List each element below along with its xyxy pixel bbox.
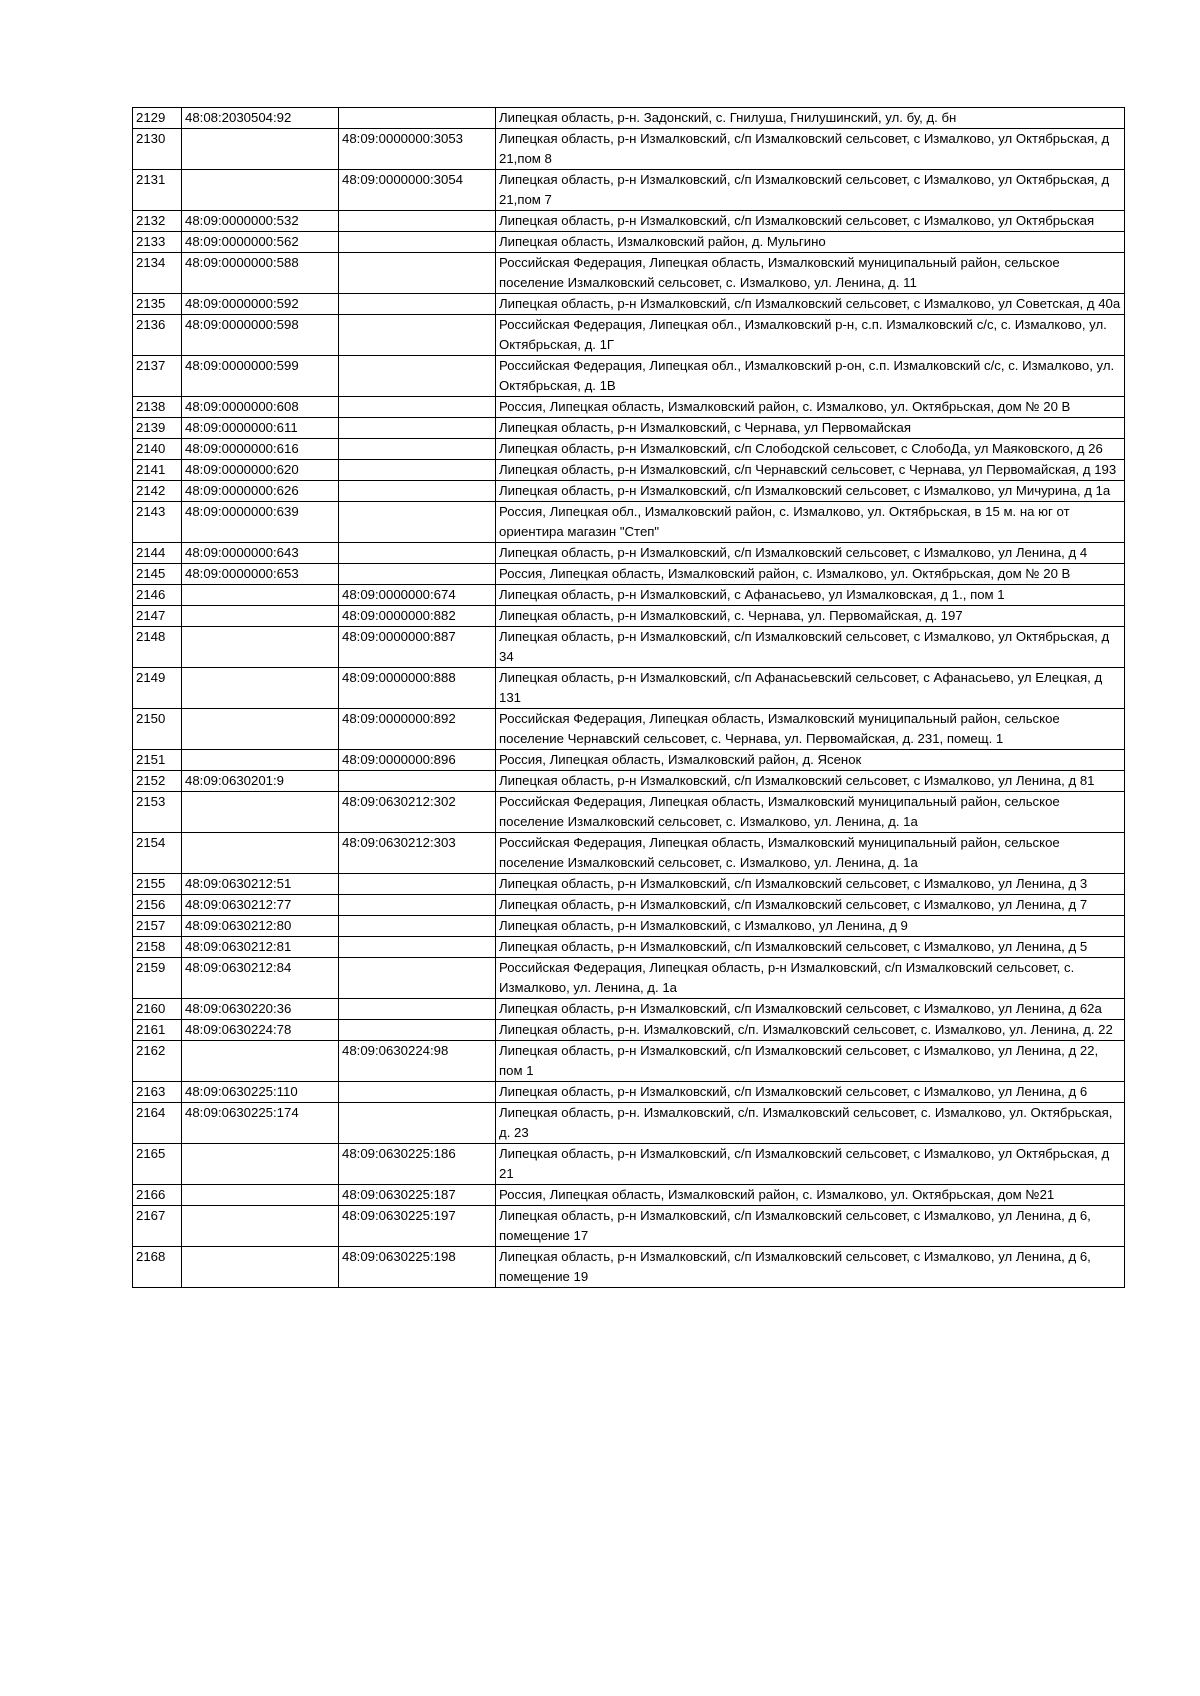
address-cell: Липецкая область, р-н Измалковский, с/п Чернавский сельсовет, с Чернава, ул Первомайская, д 193 [496, 460, 1125, 481]
row-number-cell: 2162 [133, 1041, 182, 1082]
address-cell: Российская Федерация, Липецкая область, Измалковский муниципальный район, сельское поселение Чернавский сельсовет, с. Чернава, ул. Первомайская, д. 231, помещ. 1 [496, 709, 1125, 750]
table-row [133, 211, 1125, 232]
building-cadastral-number-cell: 48:09:0630225:197 [339, 1206, 496, 1247]
address-cell: Липецкая область, р-н Измалковский, с/п Измалковский сельсовет, с Измалково, ул Ленина, д 62а [496, 999, 1125, 1020]
row-number-cell: 2149 [133, 668, 182, 709]
address-cell: Россия, Липецкая область, Измалковский район, д. Ясенок [496, 750, 1125, 771]
row-number-cell: 2130 [133, 129, 182, 170]
land-cadastral-number-cell: 48:09:0630220:36 [182, 999, 339, 1020]
address-cell: Липецкая область, р-н. Задонский, с. Гнилуша, Гнилушинский, ул. бу, д. бн [496, 108, 1125, 129]
row-number-cell: 2132 [133, 211, 182, 232]
row-number-cell: 2134 [133, 253, 182, 294]
table-row [133, 564, 1125, 585]
land-cadastral-number-cell: 48:09:0000000:653 [182, 564, 339, 585]
table-row [133, 606, 1125, 627]
row-number-cell: 2140 [133, 439, 182, 460]
row-number-cell: 2139 [133, 418, 182, 439]
address-cell: Российская Федерация, Липецкая область, Измалковский муниципальный район, сельское поселение Измалковский сельсовет, с. Измалково, ул. Ленина, д. 1а [496, 792, 1125, 833]
address-cell: Липецкая область, р-н Измалковский, с/п Измалковский сельсовет, с Измалково, ул Ленина, д 5 [496, 937, 1125, 958]
building-cadastral-number-cell [339, 1082, 496, 1103]
address-cell: Липецкая область, р-н Измалковский, с Афанасьево, ул Измалковская, д 1., пом 1 [496, 585, 1125, 606]
row-number-cell: 2158 [133, 937, 182, 958]
row-number-cell: 2145 [133, 564, 182, 585]
building-cadastral-number-cell [339, 937, 496, 958]
row-number-cell: 2143 [133, 502, 182, 543]
table-row [133, 397, 1125, 418]
land-cadastral-number-cell: 48:09:0000000:592 [182, 294, 339, 315]
registry-table [132, 107, 1125, 1288]
row-number-cell: 2151 [133, 750, 182, 771]
address-cell: Российская Федерация, Липецкая область, Измалковский муниципальный район, сельское поселение Измалковский сельсовет, с. Измалково, ул. Ленина, д. 11 [496, 253, 1125, 294]
row-number-cell: 2156 [133, 895, 182, 916]
building-cadastral-number-cell [339, 397, 496, 418]
table-row [133, 999, 1125, 1020]
address-cell: Липецкая область, р-н Измалковский, с Чернава, ул Первомайская [496, 418, 1125, 439]
address-cell: Липецкая область, р-н Измалковский, с/п Измалковский сельсовет, с Измалково, ул Ленина, д 7 [496, 895, 1125, 916]
table-row [133, 668, 1125, 709]
row-number-cell: 2161 [133, 1020, 182, 1041]
row-number-cell: 2129 [133, 108, 182, 129]
land-cadastral-number-cell: 48:09:0630212:80 [182, 916, 339, 937]
land-cadastral-number-cell: 48:09:0000000:598 [182, 315, 339, 356]
table-row [133, 543, 1125, 564]
land-cadastral-number-cell: 48:09:0000000:608 [182, 397, 339, 418]
table-row [133, 315, 1125, 356]
land-cadastral-number-cell: 48:09:0630225:174 [182, 1103, 339, 1144]
land-cadastral-number-cell [182, 1206, 339, 1247]
address-cell: Липецкая область, р-н Измалковский, с. Чернава, ул. Первомайская, д. 197 [496, 606, 1125, 627]
land-cadastral-number-cell: 48:09:0630224:78 [182, 1020, 339, 1041]
land-cadastral-number-cell: 48:09:0000000:599 [182, 356, 339, 397]
land-cadastral-number-cell [182, 606, 339, 627]
table-row [133, 895, 1125, 916]
table-row [133, 1103, 1125, 1144]
land-cadastral-number-cell: 48:09:0000000:562 [182, 232, 339, 253]
address-cell: Липецкая область, р-н. Измалковский, с/п. Измалковский сельсовет, с. Измалково, ул. Октябрьская, д. 23 [496, 1103, 1125, 1144]
table-row [133, 750, 1125, 771]
row-number-cell: 2153 [133, 792, 182, 833]
address-cell: Российская Федерация, Липецкая обл., Измалковский р-он, с.п. Измалковский с/с, с. Измалково, ул. Октябрьская, д. 1В [496, 356, 1125, 397]
address-cell: Российская Федерация, Липецкая область, Измалковский муниципальный район, сельское поселение Измалковский сельсовет, с. Измалково, ул. Ленина, д. 1а [496, 833, 1125, 874]
table-row [133, 1185, 1125, 1206]
row-number-cell: 2138 [133, 397, 182, 418]
building-cadastral-number-cell [339, 1020, 496, 1041]
row-number-cell: 2150 [133, 709, 182, 750]
table-row [133, 1144, 1125, 1185]
building-cadastral-number-cell: 48:09:0630212:303 [339, 833, 496, 874]
address-cell: Липецкая область, р-н Измалковский, с/п Слободской сельсовет, с СлобоДа, ул Маяковского, д 26 [496, 439, 1125, 460]
row-number-cell: 2147 [133, 606, 182, 627]
building-cadastral-number-cell: 48:09:0630225:187 [339, 1185, 496, 1206]
building-cadastral-number-cell: 48:09:0630225:186 [339, 1144, 496, 1185]
table-row [133, 585, 1125, 606]
row-number-cell: 2141 [133, 460, 182, 481]
table-row [133, 129, 1125, 170]
land-cadastral-number-cell: 48:09:0000000:616 [182, 439, 339, 460]
building-cadastral-number-cell: 48:09:0000000:888 [339, 668, 496, 709]
land-cadastral-number-cell: 48:09:0000000:626 [182, 481, 339, 502]
land-cadastral-number-cell [182, 792, 339, 833]
row-number-cell: 2167 [133, 1206, 182, 1247]
registry-table-body [133, 108, 1125, 1288]
building-cadastral-number-cell [339, 108, 496, 129]
building-cadastral-number-cell [339, 356, 496, 397]
table-row [133, 108, 1125, 129]
land-cadastral-number-cell: 48:09:0000000:620 [182, 460, 339, 481]
building-cadastral-number-cell: 48:09:0000000:3053 [339, 129, 496, 170]
land-cadastral-number-cell [182, 750, 339, 771]
table-row [133, 502, 1125, 543]
building-cadastral-number-cell: 48:09:0000000:887 [339, 627, 496, 668]
address-cell: Российская Федерация, Липецкая область, р-н Измалковский, с/п Измалковский сельсовет, с. Измалково, ул. Ленина, д. 1а [496, 958, 1125, 999]
row-number-cell: 2154 [133, 833, 182, 874]
row-number-cell: 2165 [133, 1144, 182, 1185]
land-cadastral-number-cell: 48:09:0630201:9 [182, 771, 339, 792]
building-cadastral-number-cell [339, 1103, 496, 1144]
building-cadastral-number-cell: 48:09:0000000:882 [339, 606, 496, 627]
row-number-cell: 2166 [133, 1185, 182, 1206]
building-cadastral-number-cell [339, 564, 496, 585]
land-cadastral-number-cell: 48:09:0630212:84 [182, 958, 339, 999]
table-row [133, 1082, 1125, 1103]
address-cell: Липецкая область, р-н Измалковский, с/п Измалковский сельсовет, с Измалково, ул Ленина, д 6, помещение 17 [496, 1206, 1125, 1247]
address-cell: Липецкая область, р-н Измалковский, с/п Измалковский сельсовет, с Измалково, ул Ленина, д 6 [496, 1082, 1125, 1103]
building-cadastral-number-cell [339, 771, 496, 792]
row-number-cell: 2136 [133, 315, 182, 356]
address-cell: Липецкая область, р-н Измалковский, с/п Афанасьевский сельсовет, с Афанасьево, ул Елецкая, д 131 [496, 668, 1125, 709]
address-cell: Липецкая область, р-н Измалковский, с Измалково, ул Ленина, д 9 [496, 916, 1125, 937]
land-cadastral-number-cell: 48:09:0000000:611 [182, 418, 339, 439]
land-cadastral-number-cell [182, 1185, 339, 1206]
address-cell: Россия, Липецкая обл., Измалковский район, с. Измалково, ул. Октябрьская, в 15 м. на юг от ориентира магазин "Степ" [496, 502, 1125, 543]
address-cell: Россия, Липецкая область, Измалковский район, с. Измалково, ул. Октябрьская, дом № 20 В [496, 564, 1125, 585]
land-cadastral-number-cell: 48:09:0630212:77 [182, 895, 339, 916]
building-cadastral-number-cell [339, 232, 496, 253]
table-row [133, 792, 1125, 833]
table-row [133, 1247, 1125, 1288]
building-cadastral-number-cell [339, 916, 496, 937]
land-cadastral-number-cell [182, 709, 339, 750]
address-cell: Липецкая область, р-н Измалковский, с/п Измалковский сельсовет, с Измалково, ул Ленина, д 81 [496, 771, 1125, 792]
land-cadastral-number-cell: 48:09:0630212:81 [182, 937, 339, 958]
building-cadastral-number-cell: 48:09:0630212:302 [339, 792, 496, 833]
building-cadastral-number-cell: 48:09:0000000:896 [339, 750, 496, 771]
building-cadastral-number-cell [339, 253, 496, 294]
address-cell: Липецкая область, р-н Измалковский, с/п Измалковский сельсовет, с Измалково, ул Октябрьская, д 21 [496, 1144, 1125, 1185]
row-number-cell: 2146 [133, 585, 182, 606]
row-number-cell: 2137 [133, 356, 182, 397]
row-number-cell: 2152 [133, 771, 182, 792]
address-cell: Россия, Липецкая область, Измалковский район, с. Измалково, ул. Октябрьская, дом №21 [496, 1185, 1125, 1206]
row-number-cell: 2164 [133, 1103, 182, 1144]
land-cadastral-number-cell: 48:09:0630225:110 [182, 1082, 339, 1103]
building-cadastral-number-cell [339, 999, 496, 1020]
building-cadastral-number-cell [339, 418, 496, 439]
land-cadastral-number-cell [182, 170, 339, 211]
address-cell: Липецкая область, р-н Измалковский, с/п Измалковский сельсовет, с Измалково, ул Октябрьская, д 21,пом 8 [496, 129, 1125, 170]
land-cadastral-number-cell [182, 129, 339, 170]
row-number-cell: 2168 [133, 1247, 182, 1288]
table-row [133, 170, 1125, 211]
table-row [133, 833, 1125, 874]
row-number-cell: 2157 [133, 916, 182, 937]
address-cell: Российская Федерация, Липецкая обл., Измалковский р-н, с.п. Измалковский с/с, с. Измалково, ул. Октябрьская, д. 1Г [496, 315, 1125, 356]
land-cadastral-number-cell: 48:09:0000000:532 [182, 211, 339, 232]
table-row [133, 937, 1125, 958]
row-number-cell: 2163 [133, 1082, 182, 1103]
building-cadastral-number-cell [339, 895, 496, 916]
building-cadastral-number-cell: 48:09:0000000:3054 [339, 170, 496, 211]
building-cadastral-number-cell [339, 543, 496, 564]
building-cadastral-number-cell [339, 439, 496, 460]
row-number-cell: 2131 [133, 170, 182, 211]
table-row [133, 481, 1125, 502]
table-row [133, 418, 1125, 439]
building-cadastral-number-cell [339, 874, 496, 895]
address-cell: Липецкая область, р-н Измалковский, с/п Измалковский сельсовет, с Измалково, ул Ленина, д 3 [496, 874, 1125, 895]
table-row [133, 1020, 1125, 1041]
building-cadastral-number-cell [339, 211, 496, 232]
table-row [133, 627, 1125, 668]
land-cadastral-number-cell: 48:09:0000000:643 [182, 543, 339, 564]
table-row [133, 771, 1125, 792]
land-cadastral-number-cell [182, 585, 339, 606]
building-cadastral-number-cell [339, 502, 496, 543]
table-row [133, 916, 1125, 937]
land-cadastral-number-cell [182, 833, 339, 874]
building-cadastral-number-cell [339, 315, 496, 356]
building-cadastral-number-cell: 48:09:0000000:674 [339, 585, 496, 606]
building-cadastral-number-cell: 48:09:0630224:98 [339, 1041, 496, 1082]
table-row [133, 958, 1125, 999]
land-cadastral-number-cell: 48:08:2030504:92 [182, 108, 339, 129]
row-number-cell: 2160 [133, 999, 182, 1020]
address-cell: Липецкая область, р-н Измалковский, с/п Измалковский сельсовет, с Измалково, ул Октябрьская, д 34 [496, 627, 1125, 668]
land-cadastral-number-cell [182, 1247, 339, 1288]
row-number-cell: 2159 [133, 958, 182, 999]
table-row [133, 439, 1125, 460]
land-cadastral-number-cell: 48:09:0000000:639 [182, 502, 339, 543]
address-cell: Липецкая область, р-н Измалковский, с/п Измалковский сельсовет, с Измалково, ул Октябрьская [496, 211, 1125, 232]
table-row [133, 294, 1125, 315]
row-number-cell: 2144 [133, 543, 182, 564]
table-row [133, 356, 1125, 397]
land-cadastral-number-cell: 48:09:0630212:51 [182, 874, 339, 895]
building-cadastral-number-cell [339, 294, 496, 315]
row-number-cell: 2148 [133, 627, 182, 668]
row-number-cell: 2142 [133, 481, 182, 502]
row-number-cell: 2135 [133, 294, 182, 315]
land-cadastral-number-cell [182, 1144, 339, 1185]
address-cell: Липецкая область, р-н Измалковский, с/п Измалковский сельсовет, с Измалково, ул Ленина, д 4 [496, 543, 1125, 564]
address-cell: Липецкая область, р-н. Измалковский, с/п. Измалковский сельсовет, с. Измалково, ул. Ленина, д. 22 [496, 1020, 1125, 1041]
building-cadastral-number-cell: 48:09:0000000:892 [339, 709, 496, 750]
building-cadastral-number-cell [339, 460, 496, 481]
table-row [133, 1041, 1125, 1082]
table-row [133, 1206, 1125, 1247]
table-row [133, 460, 1125, 481]
address-cell: Липецкая область, р-н Измалковский, с/п Измалковский сельсовет, с Измалково, ул Ленина, д 22, пом 1 [496, 1041, 1125, 1082]
land-cadastral-number-cell [182, 1041, 339, 1082]
address-cell: Липецкая область, р-н Измалковский, с/п Измалковский сельсовет, с Измалково, ул Советская, д 40а [496, 294, 1125, 315]
address-cell: Липецкая область, Измалковский район, д. Мульгино [496, 232, 1125, 253]
row-number-cell: 2133 [133, 232, 182, 253]
table-row [133, 232, 1125, 253]
row-number-cell: 2155 [133, 874, 182, 895]
land-cadastral-number-cell [182, 627, 339, 668]
address-cell: Липецкая область, р-н Измалковский, с/п Измалковский сельсовет, с Измалково, ул Ленина, д 6, помещение 19 [496, 1247, 1125, 1288]
address-cell: Липецкая область, р-н Измалковский, с/п Измалковский сельсовет, с Измалково, ул Октябрьская, д 21,пом 7 [496, 170, 1125, 211]
building-cadastral-number-cell: 48:09:0630225:198 [339, 1247, 496, 1288]
building-cadastral-number-cell [339, 958, 496, 999]
table-row [133, 253, 1125, 294]
address-cell: Россия, Липецкая область, Измалковский район, с. Измалково, ул. Октябрьская, дом № 20 В [496, 397, 1125, 418]
table-row [133, 874, 1125, 895]
table-row [133, 709, 1125, 750]
address-cell: Липецкая область, р-н Измалковский, с/п Измалковский сельсовет, с Измалково, ул Мичурина, д 1а [496, 481, 1125, 502]
land-cadastral-number-cell: 48:09:0000000:588 [182, 253, 339, 294]
land-cadastral-number-cell [182, 668, 339, 709]
building-cadastral-number-cell [339, 481, 496, 502]
